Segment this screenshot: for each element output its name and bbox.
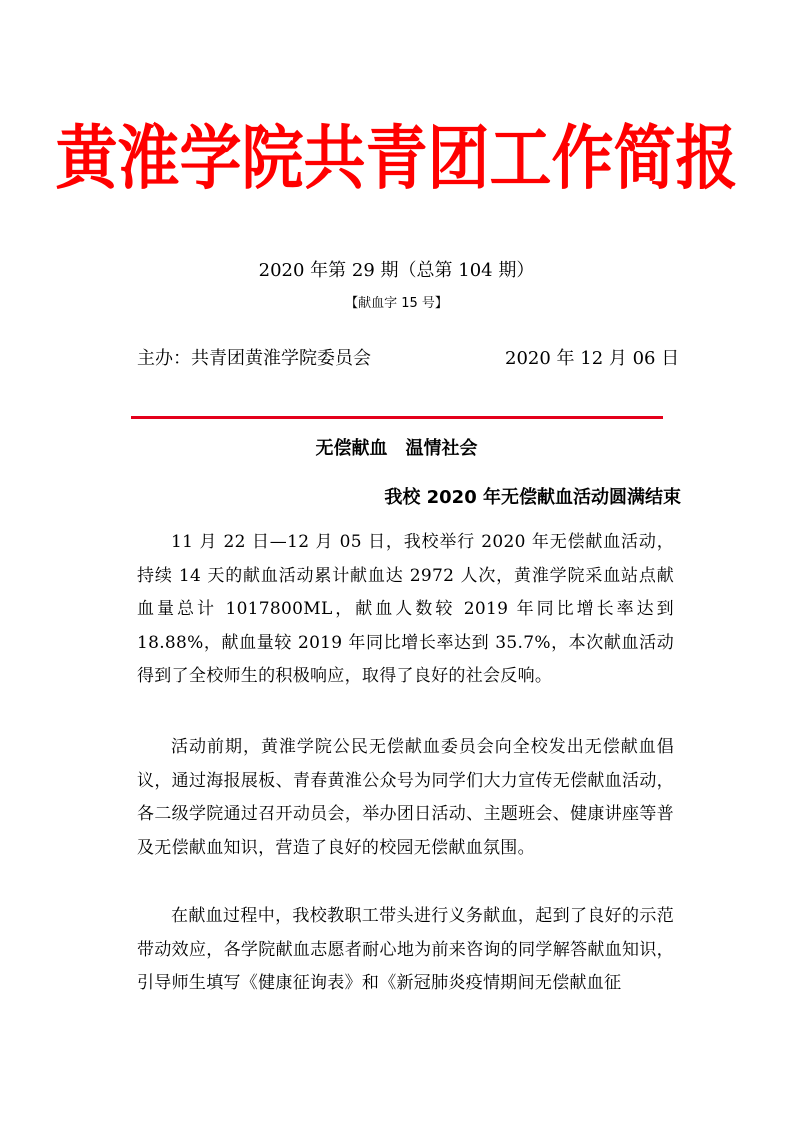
article-paragraph-3: 在献血过程中，我校教职工带头进行义务献血，起到了良好的示范带动效应，各学院献血志愿者耐心地为前来咨询的同学解答献血知识，引导师生填写《健康征询表》和《新冠肺炎疫情期间无偿献血征 (137, 906, 674, 993)
masthead-title: 黄淮学院共青团工作简报 (55, 116, 738, 199)
article-headline: 无偿献血 温情社会 (315, 438, 478, 459)
document-number: 【献血字 15 号】 (345, 296, 448, 311)
issue-date: 2020 年 12 月 06 日 (505, 348, 680, 369)
sponsor-line: 主办：共青团黄淮学院委员会 (137, 348, 371, 369)
red-divider (131, 416, 663, 419)
article-paragraph-2: 活动前期，黄淮学院公民无偿献血委员会向全校发出无偿献血倡议，通过海报展板、青春黄淮公众号为同学们大力宣传无偿献血活动，各二级学院通过召开动员会，举办团日活动、主题班会、健康讲座等普及无偿献血知识，营造了良好的校园无偿献血氛围。 (137, 737, 674, 858)
issue-line: 2020 年第 29 期（总第 104 期） (258, 260, 535, 281)
article-subheadline: 我校 2020 年无偿献血活动圆满结束 (384, 487, 681, 508)
article-paragraph-1: 11 月 22 日—12 月 05 日，我校举行 2020 年无偿献血活动，持续 14 天的献血活动累计献血达 2972 人次，黄淮学院采血站点献血量总计 1017800ML，献血人数较 2019 年同比增长率达到 18.88%，献血量较 2019 年同比增长率达到 35.7%，本次献血活动得到了全校师生的积极响应，取得了良好的社会反响。 (137, 532, 674, 686)
